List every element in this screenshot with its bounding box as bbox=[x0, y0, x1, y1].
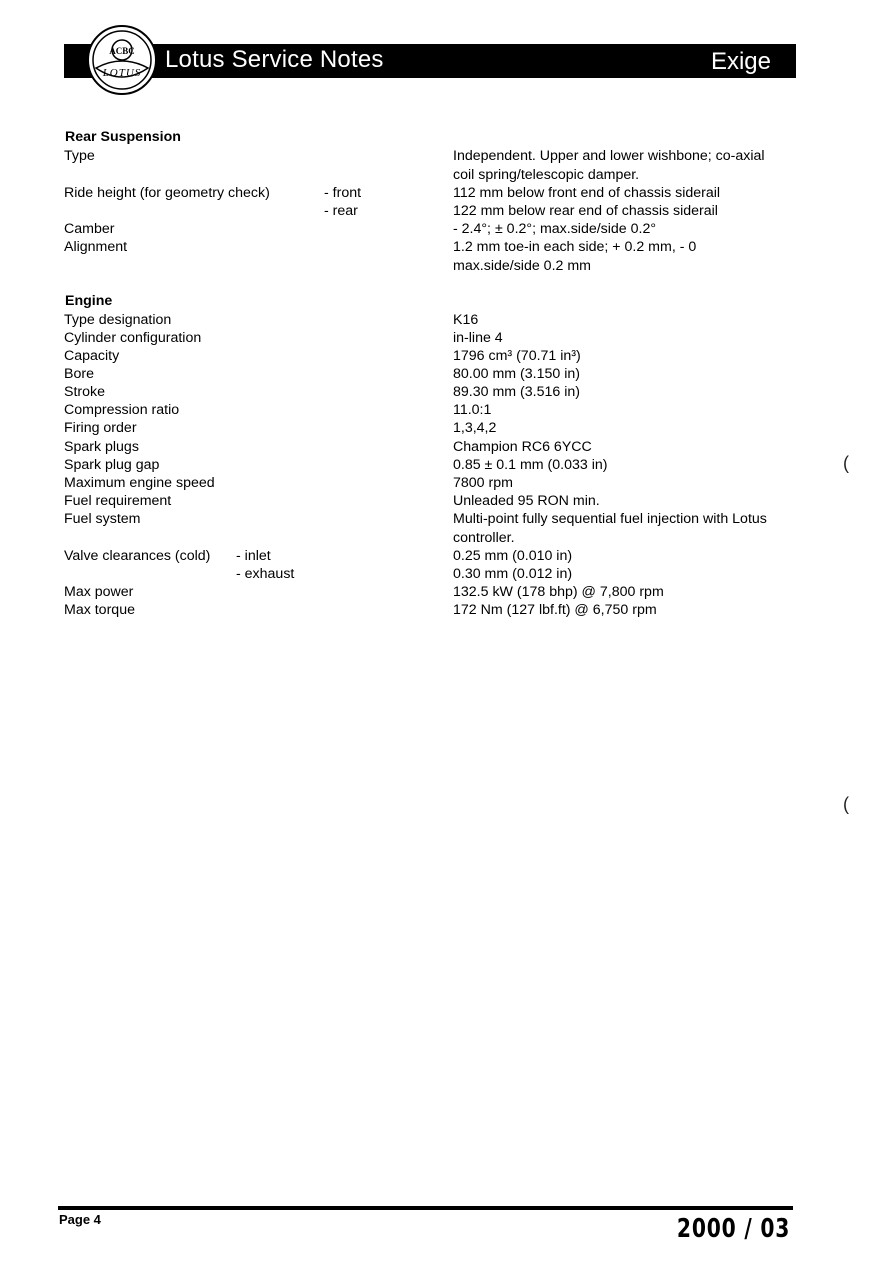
spec-row bbox=[0, 510, 893, 528]
spec-row-alignment bbox=[0, 238, 893, 256]
spec-row-max-torque bbox=[0, 601, 893, 619]
spec-value: 132.5 kW (178 bhp) @ 7,800 rpm bbox=[453, 584, 664, 600]
spec-row bbox=[0, 419, 893, 437]
rear-suspension-heading: Rear Suspension bbox=[65, 129, 181, 145]
spec-row-camber bbox=[0, 220, 893, 238]
margin-change-mark: ( bbox=[843, 794, 849, 814]
spec-row bbox=[0, 365, 893, 383]
issue-date: 2000 / 03 bbox=[676, 1214, 790, 1244]
spec-label: Fuel requirement bbox=[64, 493, 172, 509]
spec-value-continuation: coil spring/telescopic damper. bbox=[453, 167, 640, 183]
spec-label: Type bbox=[64, 148, 95, 164]
spec-label: Spark plug gap bbox=[64, 457, 160, 473]
spec-value: - 2.4°; ± 0.2°; max.side/side 0.2° bbox=[453, 221, 657, 237]
spec-value: 122 mm below rear end of chassis siderail bbox=[453, 203, 718, 219]
spec-sublabel: - exhaust bbox=[236, 566, 295, 582]
spec-label: Maximum engine speed bbox=[64, 475, 215, 491]
page-number: Page 4 bbox=[59, 1212, 101, 1227]
spec-label: Max torque bbox=[64, 602, 135, 618]
spec-value: in-line 4 bbox=[453, 330, 503, 346]
spec-label: Cylinder configuration bbox=[64, 330, 202, 346]
engine-heading: Engine bbox=[65, 293, 113, 309]
spec-value: Independent. Upper and lower wishbone; co-axial bbox=[453, 148, 765, 164]
spec-label: Fuel system bbox=[64, 511, 141, 527]
spec-row bbox=[0, 401, 893, 419]
spec-value: 89.30 mm (3.516 in) bbox=[453, 384, 580, 400]
spec-sublabel: - inlet bbox=[236, 548, 271, 564]
spec-value: 112 mm below front end of chassis siderail bbox=[453, 185, 721, 201]
spec-row-ride-height-rear bbox=[0, 202, 893, 220]
spec-value: 80.00 mm (3.150 in) bbox=[453, 366, 580, 382]
spec-row bbox=[0, 311, 893, 329]
spec-row bbox=[0, 474, 893, 492]
spec-value-continuation: max.side/side 0.2 mm bbox=[453, 258, 591, 274]
spec-label: Compression ratio bbox=[64, 402, 180, 418]
logo-wordmark: LOTUS bbox=[102, 67, 142, 79]
spec-value: 1.2 mm toe-in each side; + 0.2 mm, - 0 bbox=[453, 239, 697, 255]
spec-value: Champion RC6 6YCC bbox=[453, 439, 592, 455]
spec-value: Unleaded 95 RON min. bbox=[453, 493, 600, 509]
spec-row bbox=[0, 456, 893, 474]
spec-value: 172 Nm (127 lbf.ft) @ 6,750 rpm bbox=[453, 602, 657, 618]
spec-label: Max power bbox=[64, 584, 134, 600]
spec-label: Capacity bbox=[64, 348, 120, 364]
spec-value: 0.25 mm (0.010 in) bbox=[453, 548, 573, 564]
spec-value: K16 bbox=[453, 312, 479, 328]
spec-row bbox=[0, 329, 893, 347]
spec-label: Camber bbox=[64, 221, 115, 237]
lotus-logo bbox=[86, 24, 158, 96]
spec-row bbox=[0, 492, 893, 510]
spec-value: 1796 cm³ (70.71 in³) bbox=[453, 348, 581, 364]
header-title: Lotus Service Notes bbox=[165, 46, 384, 73]
spec-label: Type designation bbox=[64, 312, 172, 328]
spec-label: Valve clearances (cold) bbox=[64, 548, 211, 564]
logo-monogram: ACBC bbox=[109, 46, 135, 56]
spec-sublabel: - rear bbox=[324, 203, 358, 219]
footer-rule bbox=[58, 1206, 793, 1210]
spec-label: Firing order bbox=[64, 420, 137, 436]
spec-label: Bore bbox=[64, 366, 94, 382]
spec-value: 7800 rpm bbox=[453, 475, 513, 491]
spec-row-valve-exhaust bbox=[0, 565, 893, 583]
spec-sublabel: - front bbox=[324, 185, 362, 201]
spec-label: Alignment bbox=[64, 239, 128, 255]
header-model: Exige bbox=[710, 48, 771, 75]
margin-change-mark: ( bbox=[843, 453, 849, 473]
spec-row-max-power bbox=[0, 583, 893, 601]
spec-label: Stroke bbox=[64, 384, 106, 400]
spec-value: 0.30 mm (0.012 in) bbox=[453, 566, 573, 582]
spec-value: 11.0:1 bbox=[453, 402, 492, 418]
spec-value-continuation: controller. bbox=[453, 530, 515, 546]
spec-label: Spark plugs bbox=[64, 439, 139, 455]
spec-row bbox=[0, 438, 893, 456]
spec-row-type bbox=[0, 147, 893, 165]
spec-row bbox=[0, 347, 893, 365]
spec-value: 1,3,4,2 bbox=[453, 420, 497, 436]
spec-value: Multi-point fully sequential fuel injection with Lotus bbox=[453, 511, 767, 527]
spec-label: Ride height (for geometry check) bbox=[64, 185, 270, 201]
spec-row bbox=[0, 383, 893, 401]
spec-row-valve-inlet bbox=[0, 547, 893, 565]
spec-value: 0.85 ± 0.1 mm (0.033 in) bbox=[453, 457, 608, 473]
spec-row-ride-height-front bbox=[0, 184, 893, 202]
